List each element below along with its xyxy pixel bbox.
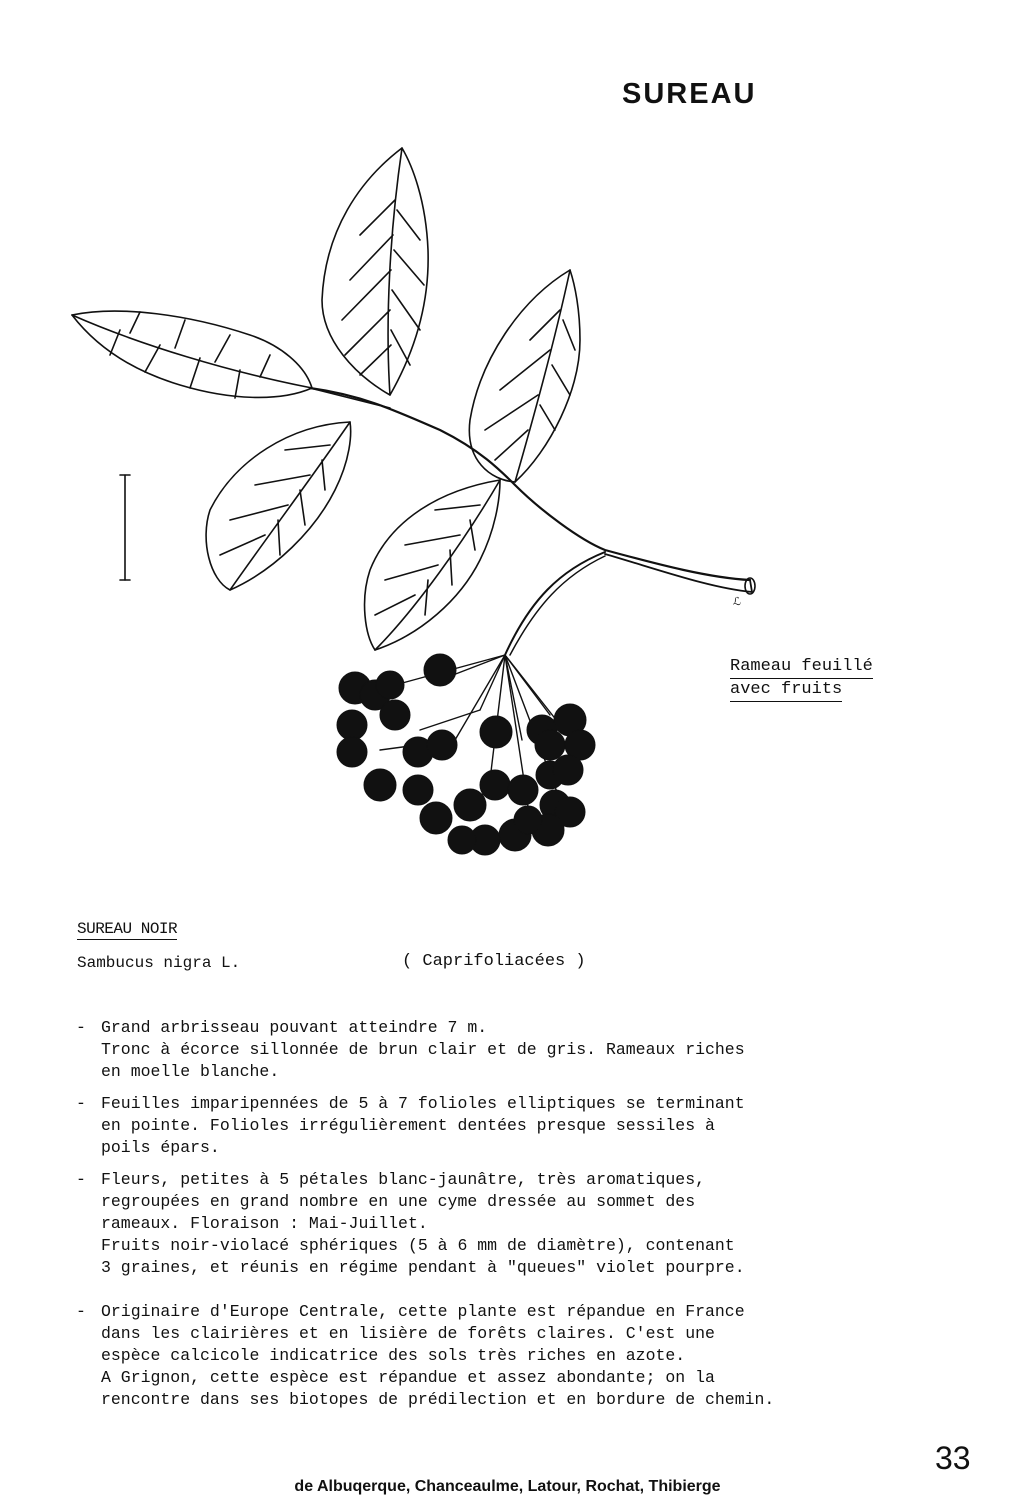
description-line: A Grignon, cette espèce est répandue et assez abondante; on la xyxy=(101,1368,715,1387)
svg-text:ℒ: ℒ xyxy=(733,595,741,608)
leaflet-upper-right xyxy=(469,270,580,482)
description-line: poils épars. xyxy=(101,1138,220,1157)
description-paragraph: - Grand arbrisseau pouvant atteindre 7 m. Tronc à écorce sillonnée de brun clair et de gris. Rameaux riches en moelle blanche. xyxy=(76,1017,896,1083)
species-latin-name: Sambucus nigra L. xyxy=(77,954,241,972)
leaflet-lower-left xyxy=(206,422,351,590)
description-line: 3 graines, et réunis en régime pendant à "queues" violet pourpre. xyxy=(101,1258,745,1277)
description-line: regroupées en grand nombre en une cyme dressée au sommet des xyxy=(101,1192,696,1211)
description-line: espèce calcicole indicatrice des sols très riches en azote. xyxy=(101,1346,686,1365)
description-paragraph: - Originaire d'Europe Centrale, cette plante est répandue en France dans les clairières et en lisière de forêts claires. C'est une espèce calcicole indicatrice des sols très riches en azote. A Grignon, cette espèce est répandue et assez abondante; on la rencontre dans ses biotopes de prédilection et en bordure de chemin. xyxy=(76,1301,896,1411)
caption-line-1: Rameau feuillé xyxy=(730,656,873,679)
leaflet-left xyxy=(72,311,312,398)
elder-branch-illustration xyxy=(60,140,780,880)
page-number: 33 xyxy=(935,1440,971,1476)
description-line: rameaux. Floraison : Mai-Juillet. xyxy=(101,1214,428,1233)
illustration-caption xyxy=(730,656,873,702)
description-line: dans les clairières et en lisière de forêts claires. C'est une xyxy=(101,1324,715,1343)
description-line: Grand arbrisseau pouvant atteindre 7 m. xyxy=(101,1018,488,1037)
leaflet-lower-middle xyxy=(365,480,500,650)
species-common-name: SUREAU NOIR xyxy=(77,920,178,938)
caption-line-2: avec fruits xyxy=(730,679,842,702)
description-line: rencontre dans ses biotopes de prédilection et en bordure de chemin. xyxy=(101,1390,775,1409)
description-line: Feuilles imparipennées de 5 à 7 folioles elliptiques se terminant xyxy=(101,1094,745,1113)
description-line: Tronc à écorce sillonnée de brun clair et de gris. Rameaux riches xyxy=(101,1040,745,1059)
description-paragraph: - Feuilles imparipennées de 5 à 7 folioles elliptiques se terminant en pointe. Folioles irrégulièrement dentées presque sessiles à poils épars. xyxy=(76,1093,896,1159)
description xyxy=(76,1017,896,1421)
description-line: Fleurs, petites à 5 pétales blanc-jaunâtre, très aromatiques, xyxy=(101,1170,705,1189)
description-line: Fruits noir-violacé sphériques (5 à 6 mm de diamètre), contenant xyxy=(101,1236,735,1255)
leaflet-top xyxy=(322,148,428,395)
species-family: ( Caprifoliacées ) xyxy=(402,952,586,971)
berries xyxy=(337,654,595,855)
description-line: en moelle blanche. xyxy=(101,1062,280,1081)
page-title: SUREAU xyxy=(622,78,757,110)
authors-footer: de Albuqerque, Chanceaulme, Latour, Rochat, Thibierge xyxy=(294,1478,721,1495)
description-line: Originaire d'Europe Centrale, cette plante est répandue en France xyxy=(101,1302,745,1321)
description-line: en pointe. Folioles irrégulièrement dentées presque sessiles à xyxy=(101,1116,715,1135)
description-paragraph: - Fleurs, petites à 5 pétales blanc-jaunâtre, très aromatiques, regroupées en grand nombre en une cyme dressée au sommet des rameaux. Floraison : Mai-Juillet. Fruits noir-violacé sphériques (5 à 6 mm de diamètre), contenant 3 graines, et réunis en régime pendant à "queues" violet pourpre. xyxy=(76,1169,896,1279)
scale-bar xyxy=(120,475,130,580)
